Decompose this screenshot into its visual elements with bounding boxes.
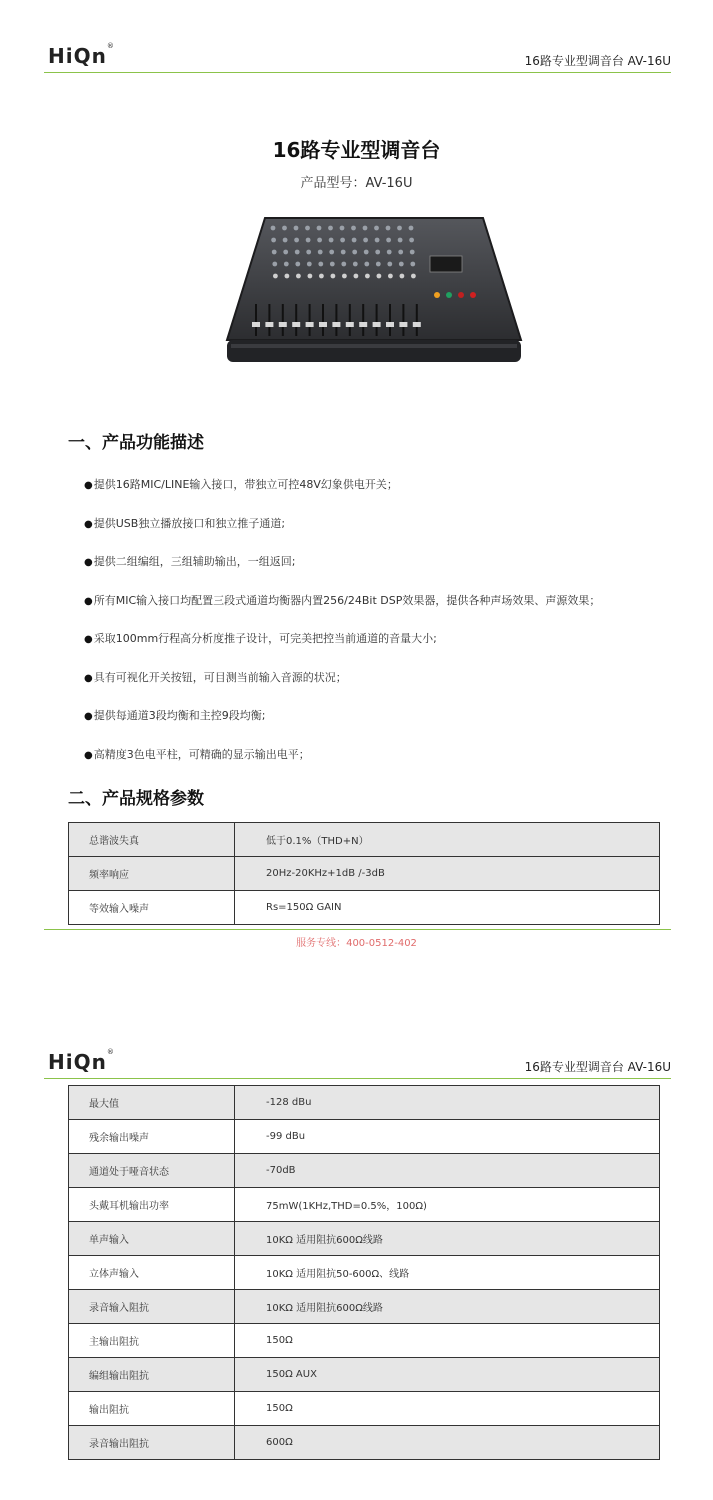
table-row: [69, 1392, 660, 1426]
mixer-knob: [318, 250, 323, 255]
spec-value: 20Hz-20KHz+1dB /-3dB: [235, 857, 660, 891]
mixer-knob: [341, 262, 346, 267]
spec-value: 75mW(1KHz,THD=0.5%，100Ω): [235, 1188, 660, 1222]
section-heading-specs: 二、产品规格参数: [68, 789, 204, 809]
mixer-knob: [340, 238, 345, 243]
table-row: [69, 1154, 660, 1188]
mixer-knob: [409, 226, 414, 231]
mixer-knob: [273, 274, 278, 279]
mixer-knob: [388, 274, 393, 279]
spec-value: 10KΩ 适用阻抗50-600Ω、线路: [235, 1256, 660, 1290]
mixer-knob: [363, 226, 368, 231]
spec-value: 150Ω AUX: [235, 1358, 660, 1392]
fader-cap: [359, 322, 367, 327]
mixer-knob: [295, 262, 300, 267]
mixer-knob: [272, 262, 277, 267]
spec-value: 10KΩ 适用阻抗600Ω线路: [235, 1222, 660, 1256]
fader-slot: [282, 304, 284, 336]
mixer-knob: [400, 274, 405, 279]
spec-value: 低于0.1%（THD+N）: [235, 823, 660, 857]
feature-item: ● 提供每通道3段均衡和主控9段均衡;: [84, 705, 684, 744]
fader-cap: [265, 322, 273, 327]
mixer-knob: [410, 262, 415, 267]
mixer-knob: [352, 238, 357, 243]
mixer-knob: [351, 226, 356, 231]
mixer-knob: [283, 238, 288, 243]
spec-name: 头戴耳机输出功率: [69, 1188, 235, 1222]
mixer-knob: [319, 274, 324, 279]
spec-name: 总谐波失真: [69, 823, 235, 857]
table-row: [69, 1188, 660, 1222]
mixer-knob: [375, 250, 380, 255]
mixer-knob: [398, 250, 403, 255]
section-heading-features: 一、产品功能描述: [68, 433, 204, 453]
mixer-knob: [363, 238, 368, 243]
mixer-knob: [307, 262, 312, 267]
page-header: [44, 1050, 671, 1079]
table-row: [69, 1290, 660, 1324]
mixer-knob: [387, 262, 392, 267]
spec-value: -70dB: [235, 1154, 660, 1188]
mixer-knob: [364, 262, 369, 267]
mixer-knob: [317, 238, 322, 243]
fader-cap: [252, 322, 260, 327]
spec-table: [68, 822, 660, 925]
document-title: 16路专业型调音台: [272, 138, 441, 162]
brand-logo: HiQn®: [48, 42, 115, 68]
spec-value: -99 dBu: [235, 1120, 660, 1154]
fader-slot: [389, 304, 391, 336]
table-row: [69, 1426, 660, 1460]
feature-item: ● 所有MIC输入接口均配置三段式通道均衡器内置256/24Bit DSP效果器，提供各种声场效果、声源效果；: [84, 590, 684, 629]
fader-slot: [255, 304, 257, 336]
fader-cap: [413, 322, 421, 327]
table-row: [69, 1222, 660, 1256]
fader-cap: [346, 322, 354, 327]
mixer-knob: [352, 250, 357, 255]
mixer-knob: [271, 226, 276, 231]
spec-value: 600Ω: [235, 1426, 660, 1460]
mixer-knob: [285, 274, 290, 279]
mixer-knob: [342, 274, 347, 279]
fader-cap: [399, 322, 407, 327]
table-row: [69, 1120, 660, 1154]
mixer-knob: [294, 226, 299, 231]
fader-cap: [306, 322, 314, 327]
header-title: 16路专业型调音台 AV-16U: [524, 1060, 671, 1074]
mixer-knob: [331, 274, 336, 279]
mixer-knob: [375, 238, 380, 243]
feature-item: ● 具有可视化开关按钮，可目测当前输入音源的状况；: [84, 667, 684, 706]
mixer-knob: [374, 226, 379, 231]
footer-divider: [44, 929, 671, 930]
spec-name: 立体声输入: [69, 1256, 235, 1290]
fader-cap: [373, 322, 381, 327]
mixer-knob: [283, 250, 288, 255]
spec-name: 单声输入: [69, 1222, 235, 1256]
mixer-knob: [284, 262, 289, 267]
feature-item: ● 提供16路MIC/LINE输入接口，带独立可控48V幻象供电开关；: [84, 474, 684, 513]
spec-value: 10KΩ 适用阻抗600Ω线路: [235, 1290, 660, 1324]
spec-name: 最大值: [69, 1086, 235, 1120]
table-row: [69, 891, 660, 925]
table-row: [69, 1324, 660, 1358]
mixer-knob: [306, 250, 311, 255]
mixer-knob: [376, 262, 381, 267]
spec-name: 输出阻抗: [69, 1392, 235, 1426]
mixer-knob: [399, 262, 404, 267]
product-model: 产品型号：AV-16U: [300, 176, 413, 191]
fader-slot: [376, 304, 378, 336]
mixer-knob: [305, 226, 310, 231]
table-row: [69, 1086, 660, 1120]
mixer-knob: [318, 262, 323, 267]
spec-name: 等效输入噪声: [69, 891, 235, 925]
fader-slot: [322, 304, 324, 336]
spec-value: -128 dBu: [235, 1086, 660, 1120]
mixer-knob: [377, 274, 382, 279]
spec-name: 残余输出噪声: [69, 1120, 235, 1154]
fader-slot: [362, 304, 364, 336]
mixer-product-photo: [225, 212, 523, 368]
spec-value: 150Ω: [235, 1324, 660, 1358]
header-title: 16路专业型调音台 AV-16U: [524, 54, 671, 68]
mixer-knob: [353, 262, 358, 267]
fader-slot: [295, 304, 297, 336]
mixer-knob: [306, 238, 311, 243]
mixer-knob: [397, 226, 402, 231]
mixer-knob: [272, 250, 277, 255]
fader-slot: [402, 304, 404, 336]
mixer-knob: [340, 226, 345, 231]
fader-cap: [292, 322, 300, 327]
feature-item: ● 提供USB独立播放接口和独立推子通道;: [84, 513, 684, 552]
mixer-knob: [296, 274, 301, 279]
table-row: [69, 1358, 660, 1392]
fader-slot: [268, 304, 270, 336]
mixer-knob: [411, 274, 416, 279]
mixer-knob: [271, 238, 276, 243]
fader-slot: [416, 304, 418, 336]
mixer-knob: [387, 250, 392, 255]
mixer-knob: [354, 274, 359, 279]
mixer-knob: [386, 238, 391, 243]
spec-name: 录音输出阻抗: [69, 1426, 235, 1460]
mixer-knob: [295, 250, 300, 255]
mixer-knob: [386, 226, 391, 231]
service-hotline: 服务专线：400-0512-402: [296, 938, 417, 949]
mixer-knob: [328, 226, 333, 231]
mixer-knob: [410, 250, 415, 255]
fader-cap: [386, 322, 394, 327]
mixer-knob: [329, 250, 334, 255]
fader-cap: [279, 322, 287, 327]
feature-item: ● 提供二组编组，三组辅助输出，一组返回;: [84, 551, 684, 590]
fader-slot: [309, 304, 311, 336]
mixer-knob: [365, 274, 370, 279]
spec-name: 主输出阻抗: [69, 1324, 235, 1358]
mixer-knob: [364, 250, 369, 255]
spec-name: 频率响应: [69, 857, 235, 891]
spec-value: 150Ω: [235, 1392, 660, 1426]
mixer-knob: [282, 226, 287, 231]
mixer-knob: [329, 238, 334, 243]
table-row: [69, 857, 660, 891]
spec-name: 通道处于哑音状态: [69, 1154, 235, 1188]
table-row: [69, 1256, 660, 1290]
fader-slot: [349, 304, 351, 336]
mixer-knob: [398, 238, 403, 243]
feature-list: [84, 474, 684, 782]
mixer-knob: [409, 238, 414, 243]
spec-name: 录音输入阻抗: [69, 1290, 235, 1324]
fader-slot: [335, 304, 337, 336]
page-header: [44, 44, 671, 73]
spec-name: 编组输出阻抗: [69, 1358, 235, 1392]
table-row: [69, 823, 660, 857]
feature-item: ● 采取100mm行程高分析度推子设计，可完美把控当前通道的音量大小;: [84, 628, 684, 667]
fader-cap: [332, 322, 340, 327]
mixer-knob: [294, 238, 299, 243]
spec-table-continued: [68, 1085, 660, 1460]
feature-item: ● 高精度3色电平柱，可精确的显示输出电平；: [84, 744, 684, 783]
mixer-knob: [341, 250, 346, 255]
fader-cap: [319, 322, 327, 327]
brand-logo: HiQn®: [48, 1048, 115, 1074]
spec-value: Rs=150Ω GAIN: [235, 891, 660, 925]
mixer-knob: [308, 274, 313, 279]
mixer-knob: [330, 262, 335, 267]
mixer-knob: [317, 226, 322, 231]
